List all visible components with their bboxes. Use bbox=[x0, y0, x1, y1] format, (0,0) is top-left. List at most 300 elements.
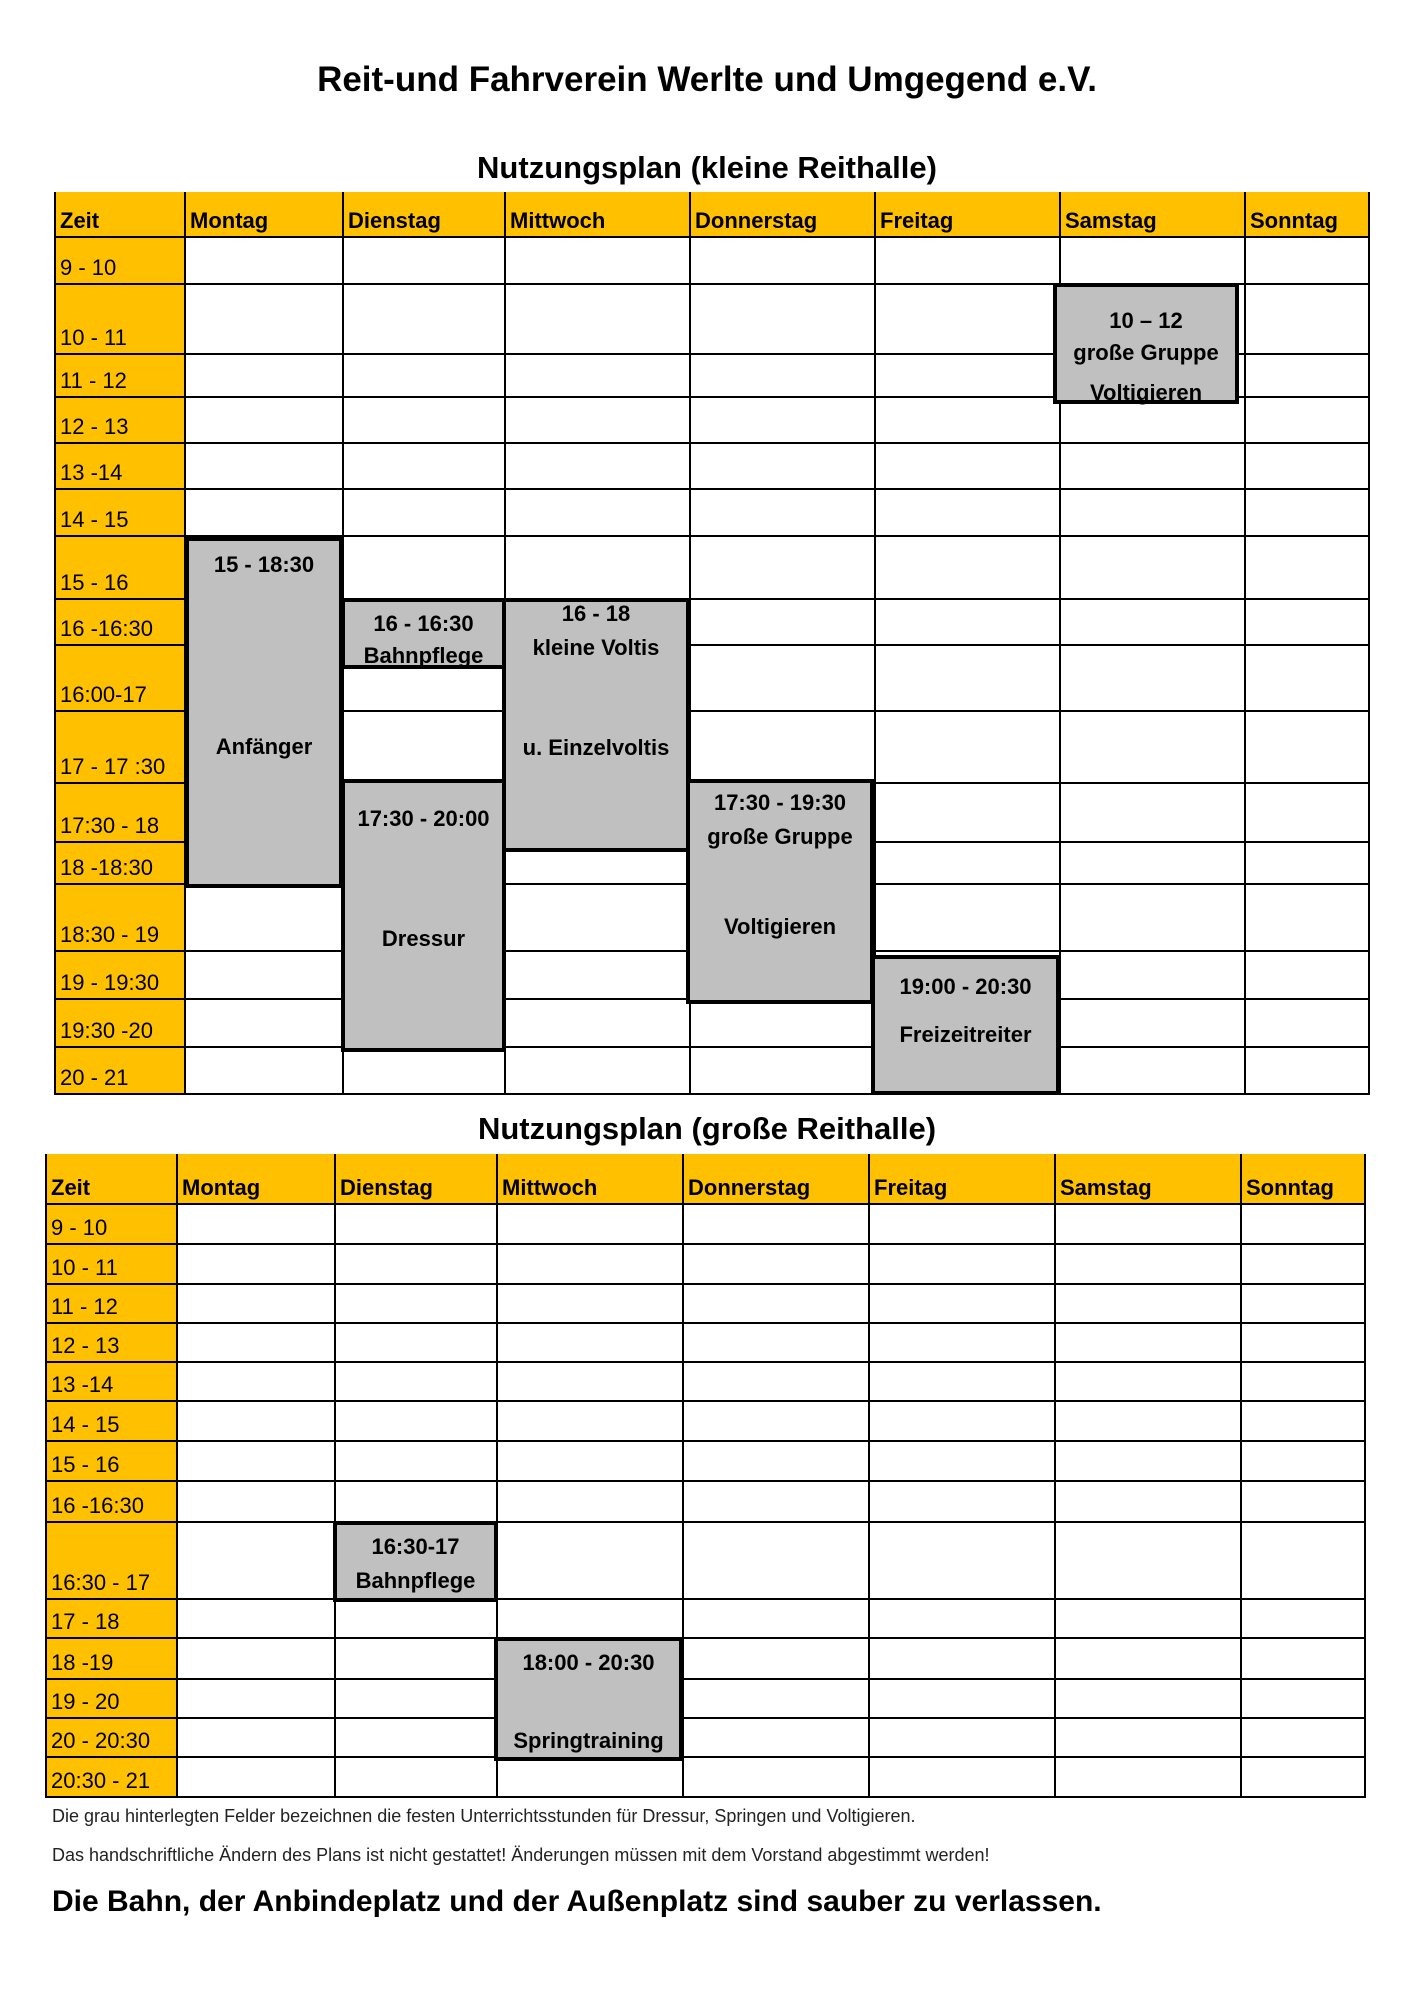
header-row bbox=[56, 192, 1370, 238]
schedule-cell bbox=[870, 1442, 1056, 1482]
time-slot-label: 12 - 13 bbox=[51, 1333, 120, 1358]
time-slot-label: 10 - 11 bbox=[51, 1255, 118, 1280]
time-slot-label: 17:30 - 18 bbox=[60, 813, 160, 838]
time-slot-label: 19 - 19:30 bbox=[60, 970, 160, 995]
column-header-mittwoch bbox=[506, 192, 691, 238]
lesson-label: Springtraining bbox=[513, 1728, 664, 1753]
schedule-cell bbox=[691, 600, 876, 646]
schedule-cell bbox=[498, 1600, 684, 1639]
time-slot-cell bbox=[47, 1363, 178, 1402]
schedule-cell bbox=[1056, 1363, 1242, 1402]
time-slot-label: 13 -14 bbox=[60, 460, 123, 485]
schedule-cell bbox=[684, 1245, 870, 1285]
schedule-cell bbox=[684, 1600, 870, 1639]
table-row bbox=[56, 238, 1370, 285]
schedule-cell bbox=[498, 1402, 684, 1442]
header-row bbox=[47, 1154, 1366, 1205]
time-slot-label: 18 -18:30 bbox=[60, 855, 153, 880]
schedule-cell bbox=[186, 1000, 344, 1048]
schedule-cell bbox=[684, 1523, 870, 1600]
time-slot-label: 16:00-17 bbox=[60, 682, 147, 707]
schedule-cell bbox=[506, 355, 691, 398]
schedule-cell bbox=[1242, 1758, 1366, 1798]
time-slot-cell bbox=[47, 1402, 178, 1442]
column-header-zeit bbox=[47, 1154, 178, 1205]
schedule-cell bbox=[684, 1205, 870, 1245]
table-row bbox=[47, 1482, 1366, 1523]
schedule-cell bbox=[336, 1482, 498, 1523]
schedule-cell bbox=[691, 444, 876, 490]
column-header-freitag bbox=[870, 1154, 1056, 1205]
table-row bbox=[47, 1205, 1366, 1245]
column-header-label: Montag bbox=[190, 208, 269, 233]
time-slot-label: 11 - 12 bbox=[60, 368, 127, 393]
schedule-cell bbox=[336, 1442, 498, 1482]
schedule-cell bbox=[344, 537, 506, 600]
schedule-cell bbox=[186, 355, 344, 398]
lesson-label: Bahnpflege bbox=[355, 1568, 476, 1593]
schedule-cell bbox=[1246, 238, 1370, 285]
schedule-cell bbox=[178, 1639, 336, 1680]
table-row bbox=[47, 1363, 1366, 1402]
table-row bbox=[47, 1523, 1366, 1600]
column-header-label: Freitag bbox=[880, 208, 954, 233]
time-slot-cell bbox=[47, 1324, 178, 1363]
table-row bbox=[56, 1048, 1370, 1095]
column-header-montag bbox=[186, 192, 344, 238]
time-slot-cell bbox=[56, 444, 186, 490]
schedule-cell bbox=[498, 1758, 684, 1798]
schedule-cell bbox=[1056, 1402, 1242, 1442]
time-slot-label: 20:30 - 21 bbox=[51, 1768, 151, 1793]
time-slot-label: 15 - 16 bbox=[51, 1452, 120, 1477]
schedule-cell bbox=[1246, 490, 1370, 537]
column-header-freitag bbox=[876, 192, 1061, 238]
lesson-block-dienstag-2 bbox=[341, 779, 506, 1052]
schedule-cell bbox=[1061, 444, 1246, 490]
column-header-dienstag bbox=[336, 1154, 498, 1205]
schedule-cell bbox=[178, 1205, 336, 1245]
schedule-cell bbox=[506, 885, 691, 952]
schedule-cell bbox=[506, 285, 691, 355]
schedule-cell bbox=[1056, 1205, 1242, 1245]
schedule-cell bbox=[1242, 1285, 1366, 1324]
schedule-cell bbox=[506, 1048, 691, 1095]
schedule-cell bbox=[1246, 784, 1370, 843]
time-slot-cell bbox=[56, 952, 186, 1000]
schedule-cell bbox=[498, 1205, 684, 1245]
schedule-cell bbox=[684, 1680, 870, 1719]
schedule-cell bbox=[1246, 537, 1370, 600]
schedule-cell bbox=[691, 398, 876, 444]
schedule-cell bbox=[870, 1363, 1056, 1402]
schedule-cell bbox=[186, 238, 344, 285]
schedule-cell bbox=[344, 444, 506, 490]
lesson-block-dienstag-1 bbox=[341, 598, 506, 669]
time-slot-cell bbox=[56, 712, 186, 784]
column-header-label: Zeit bbox=[51, 1175, 91, 1200]
note-gray-fields: Die grau hinterlegten Felder bezeichnen die festen Unterrichtsstunden für Dressur, Springen und Voltigieren. bbox=[52, 1806, 916, 1826]
time-slot-cell bbox=[47, 1523, 178, 1600]
time-slot-cell bbox=[47, 1680, 178, 1719]
schedule-cell bbox=[876, 238, 1061, 285]
time-slot-cell bbox=[56, 1000, 186, 1048]
schedule-cell bbox=[1056, 1245, 1242, 1285]
schedule-cell bbox=[506, 1000, 691, 1048]
schedule-cell bbox=[336, 1758, 498, 1798]
schedule-cell bbox=[1056, 1600, 1242, 1639]
lesson-block-dienstag bbox=[333, 1521, 498, 1602]
schedule-cell bbox=[1061, 238, 1246, 285]
table-row bbox=[47, 1324, 1366, 1363]
time-slot-cell bbox=[47, 1205, 178, 1245]
schedule-cell bbox=[336, 1639, 498, 1680]
schedule-cell bbox=[498, 1285, 684, 1324]
schedule-cell bbox=[498, 1324, 684, 1363]
schedule-cell bbox=[1246, 355, 1370, 398]
column-header-donnerstag bbox=[684, 1154, 870, 1205]
schedule-cell bbox=[691, 537, 876, 600]
schedule-cell bbox=[1056, 1758, 1242, 1798]
time-slot-label: 17 - 17 :30 bbox=[60, 754, 166, 779]
lesson-block-montag bbox=[185, 537, 343, 888]
column-header-label: Sonntag bbox=[1250, 208, 1338, 233]
lesson-time: 16:30-17 bbox=[371, 1534, 460, 1559]
schedule-cell bbox=[1242, 1205, 1366, 1245]
schedule-cell bbox=[876, 355, 1061, 398]
schedule-cell bbox=[1242, 1523, 1366, 1600]
lesson-label: Anfänger bbox=[215, 734, 313, 759]
lesson-label: Voltigieren bbox=[723, 914, 837, 939]
column-header-label: Sonntag bbox=[1246, 1175, 1334, 1200]
schedule-cell bbox=[1242, 1639, 1366, 1680]
schedule-cell bbox=[344, 398, 506, 444]
column-header-label: Dienstag bbox=[348, 208, 441, 233]
schedule-cell bbox=[506, 952, 691, 1000]
lesson-label: große Gruppe bbox=[707, 824, 853, 849]
lesson-label: kleine Voltis bbox=[532, 635, 660, 660]
column-header-montag bbox=[178, 1154, 336, 1205]
schedule-cell bbox=[186, 398, 344, 444]
lesson-time: 17:30 - 20:00 bbox=[357, 806, 490, 831]
schedule-cell bbox=[1061, 843, 1246, 885]
schedule-cell bbox=[344, 238, 506, 285]
time-slot-cell bbox=[56, 600, 186, 646]
schedule-cell bbox=[870, 1523, 1056, 1600]
lesson-label: Voltigieren bbox=[1089, 380, 1203, 405]
schedule-cell bbox=[1056, 1285, 1242, 1324]
column-header-samstag bbox=[1056, 1154, 1242, 1205]
schedule-cell bbox=[1246, 600, 1370, 646]
lesson-time: 19:00 - 20:30 bbox=[899, 974, 1032, 999]
table-row bbox=[47, 1639, 1366, 1680]
schedule-cell bbox=[1242, 1719, 1366, 1758]
schedule-cell bbox=[870, 1245, 1056, 1285]
schedule-cell bbox=[870, 1324, 1056, 1363]
time-slot-label: 18:30 - 19 bbox=[60, 922, 160, 947]
time-slot-cell bbox=[47, 1719, 178, 1758]
schedule-cell bbox=[1061, 712, 1246, 784]
schedule-cell bbox=[506, 537, 691, 600]
time-slot-label: 19 - 20 bbox=[51, 1689, 120, 1714]
schedule-cell bbox=[1242, 1600, 1366, 1639]
time-slot-cell bbox=[56, 537, 186, 600]
schedule-cell bbox=[336, 1363, 498, 1402]
column-header-sonntag bbox=[1246, 192, 1370, 238]
column-header-zeit bbox=[56, 192, 186, 238]
column-header-label: Dienstag bbox=[340, 1175, 433, 1200]
schedule-cell bbox=[344, 490, 506, 537]
column-header-label: Zeit bbox=[60, 208, 100, 233]
schedule-cell bbox=[1246, 285, 1370, 355]
schedule-cell bbox=[336, 1245, 498, 1285]
time-slot-label: 9 - 10 bbox=[60, 255, 117, 280]
time-slot-cell bbox=[47, 1245, 178, 1285]
schedule-cell bbox=[1056, 1719, 1242, 1758]
large-hall-schedule-table bbox=[45, 1154, 1364, 1798]
time-slot-cell bbox=[47, 1758, 178, 1798]
schedule-cell bbox=[876, 646, 1061, 712]
schedule-cell bbox=[186, 285, 344, 355]
footer-cleanliness-notice: Die Bahn, der Anbindeplatz und der Außenplatz sind sauber zu verlassen. bbox=[52, 1885, 1102, 1918]
schedule-cell bbox=[1056, 1523, 1242, 1600]
schedule-cell bbox=[178, 1758, 336, 1798]
lesson-label: u. Einzelvoltis bbox=[522, 735, 670, 760]
table-row bbox=[47, 1600, 1366, 1639]
page-title: Reit-und Fahrverein Werlte und Umgegend e.V. bbox=[317, 60, 1097, 99]
schedule-cell bbox=[178, 1482, 336, 1523]
schedule-cell bbox=[876, 444, 1061, 490]
column-header-label: Freitag bbox=[874, 1175, 948, 1200]
schedule-cell bbox=[691, 712, 876, 784]
time-slot-cell bbox=[56, 843, 186, 885]
schedule-cell bbox=[684, 1719, 870, 1758]
schedule-cell bbox=[498, 1245, 684, 1285]
table-row bbox=[47, 1402, 1366, 1442]
schedule-cell bbox=[178, 1363, 336, 1402]
column-header-label: Donnerstag bbox=[688, 1175, 811, 1200]
schedule-cell bbox=[1061, 646, 1246, 712]
schedule-cell bbox=[876, 398, 1061, 444]
lesson-time: 16 - 18 bbox=[561, 601, 631, 626]
schedule-cell bbox=[1061, 952, 1246, 1000]
column-header-samstag bbox=[1061, 192, 1246, 238]
schedule-cell bbox=[498, 1482, 684, 1523]
time-slot-cell bbox=[47, 1482, 178, 1523]
schedule-cell bbox=[876, 537, 1061, 600]
schedule-cell bbox=[186, 490, 344, 537]
schedule-cell bbox=[498, 1363, 684, 1402]
table-row bbox=[47, 1442, 1366, 1482]
lesson-block-freitag bbox=[871, 955, 1060, 1095]
schedule-cell bbox=[186, 444, 344, 490]
schedule-cell bbox=[498, 1442, 684, 1482]
schedule-cell bbox=[876, 285, 1061, 355]
time-slot-label: 16:30 - 17 bbox=[51, 1570, 151, 1595]
column-header-label: Samstag bbox=[1065, 208, 1157, 233]
schedule-cell bbox=[876, 885, 1061, 952]
lesson-time: 15 - 18:30 bbox=[213, 552, 315, 577]
schedule-cell bbox=[498, 1523, 684, 1600]
time-slot-cell bbox=[56, 784, 186, 843]
schedule-cell bbox=[876, 784, 1061, 843]
column-header-label: Montag bbox=[182, 1175, 261, 1200]
schedule-cell bbox=[1061, 490, 1246, 537]
schedule-cell bbox=[691, 646, 876, 712]
schedule-cell bbox=[344, 355, 506, 398]
schedule-cell bbox=[1061, 784, 1246, 843]
time-slot-cell bbox=[47, 1285, 178, 1324]
schedule-cell bbox=[1061, 1000, 1246, 1048]
large-hall-title: Nutzungsplan (große Reithalle) bbox=[477, 1111, 937, 1146]
time-slot-cell bbox=[56, 646, 186, 712]
schedule-cell bbox=[506, 238, 691, 285]
table-row bbox=[56, 1000, 1370, 1048]
table-row bbox=[47, 1758, 1366, 1798]
lesson-time: 17:30 - 19:30 bbox=[713, 790, 847, 815]
time-slot-label: 11 - 12 bbox=[51, 1294, 118, 1319]
schedule-cell bbox=[344, 285, 506, 355]
column-header-dienstag bbox=[344, 192, 506, 238]
schedule-cell bbox=[178, 1719, 336, 1758]
schedule-cell bbox=[336, 1205, 498, 1245]
time-slot-cell bbox=[47, 1639, 178, 1680]
time-slot-cell bbox=[56, 398, 186, 444]
table-row bbox=[56, 490, 1370, 537]
table-row bbox=[47, 1719, 1366, 1758]
column-header-label: Mittwoch bbox=[502, 1175, 598, 1200]
time-slot-label: 19:30 -20 bbox=[60, 1018, 153, 1043]
schedule-cell bbox=[1242, 1442, 1366, 1482]
schedule-cell bbox=[1056, 1324, 1242, 1363]
table-row bbox=[47, 1285, 1366, 1324]
schedule-cell bbox=[1246, 1048, 1370, 1095]
schedule-cell bbox=[178, 1442, 336, 1482]
lesson-label: Bahnpflege bbox=[363, 643, 484, 668]
lesson-block-mittwoch bbox=[494, 1637, 683, 1761]
schedule-cell bbox=[876, 490, 1061, 537]
column-header-label: Donnerstag bbox=[695, 208, 818, 233]
time-slot-cell bbox=[56, 1048, 186, 1095]
schedule-cell bbox=[691, 355, 876, 398]
column-header-sonntag bbox=[1242, 1154, 1366, 1205]
schedule-cell bbox=[506, 444, 691, 490]
schedule-cell bbox=[1061, 1048, 1246, 1095]
time-slot-cell bbox=[47, 1600, 178, 1639]
schedule-cell bbox=[1242, 1363, 1366, 1402]
schedule-cell bbox=[336, 1324, 498, 1363]
schedule-cell bbox=[186, 1048, 344, 1095]
schedule-cell bbox=[684, 1363, 870, 1402]
schedule-cell bbox=[870, 1639, 1056, 1680]
column-header-donnerstag bbox=[691, 192, 876, 238]
schedule-cell bbox=[178, 1680, 336, 1719]
lesson-time: 18:00 - 20:30 bbox=[522, 1650, 655, 1675]
schedule-cell bbox=[1246, 952, 1370, 1000]
time-slot-label: 14 - 15 bbox=[60, 507, 129, 532]
schedule-cell bbox=[1246, 1000, 1370, 1048]
time-slot-label: 15 - 16 bbox=[60, 570, 129, 595]
schedule-cell bbox=[1242, 1402, 1366, 1442]
column-header-label: Mittwoch bbox=[510, 208, 606, 233]
small-hall-title: Nutzungsplan (kleine Reithalle) bbox=[477, 150, 937, 185]
schedule-cell bbox=[684, 1324, 870, 1363]
schedule-cell bbox=[870, 1758, 1056, 1798]
lesson-label: Dressur bbox=[381, 926, 466, 951]
time-slot-cell bbox=[56, 355, 186, 398]
schedule-cell bbox=[1246, 444, 1370, 490]
time-slot-label: 17 - 18 bbox=[51, 1609, 120, 1634]
schedule-cell bbox=[691, 238, 876, 285]
schedule-cell bbox=[870, 1600, 1056, 1639]
schedule-cell bbox=[1056, 1680, 1242, 1719]
schedule-cell bbox=[870, 1482, 1056, 1523]
schedule-cell bbox=[1242, 1482, 1366, 1523]
table-row bbox=[56, 444, 1370, 490]
lesson-block-donnerstag bbox=[686, 779, 874, 1004]
schedule-cell bbox=[870, 1402, 1056, 1442]
time-slot-label: 20 - 20:30 bbox=[51, 1728, 151, 1753]
schedule-cell bbox=[506, 490, 691, 537]
schedule-cell bbox=[178, 1324, 336, 1363]
schedule-cell bbox=[876, 600, 1061, 646]
time-slot-cell bbox=[56, 285, 186, 355]
note-no-handwritten-changes: Das handschriftliche Ändern des Plans ist nicht gestattet! Änderungen müssen mit dem Vorstand abgestimmt werden! bbox=[52, 1845, 990, 1865]
schedule-cell bbox=[506, 398, 691, 444]
schedule-cell bbox=[684, 1758, 870, 1798]
lesson-time: 16 - 16:30 bbox=[373, 611, 474, 636]
schedule-cell bbox=[186, 952, 344, 1000]
lesson-time: 10 – 12 bbox=[1109, 308, 1183, 333]
schedule-cell bbox=[178, 1523, 336, 1600]
lesson-block-samstag bbox=[1053, 283, 1239, 404]
schedule-cell bbox=[1242, 1245, 1366, 1285]
schedule-cell bbox=[178, 1402, 336, 1442]
schedule-cell bbox=[684, 1442, 870, 1482]
time-slot-cell bbox=[56, 490, 186, 537]
schedule-cell bbox=[691, 1000, 876, 1048]
time-slot-label: 16 -16:30 bbox=[60, 616, 153, 641]
schedule-cell bbox=[684, 1285, 870, 1324]
schedule-cell bbox=[336, 1402, 498, 1442]
lesson-block-mittwoch bbox=[502, 598, 690, 852]
schedule-cell bbox=[691, 490, 876, 537]
lesson-label: Freizeitreiter bbox=[899, 1022, 1032, 1047]
schedule-cell bbox=[336, 1285, 498, 1324]
schedule-cell bbox=[344, 1048, 506, 1095]
time-slot-label: 13 -14 bbox=[51, 1372, 114, 1397]
schedule-cell bbox=[691, 285, 876, 355]
schedule-cell bbox=[1246, 885, 1370, 952]
schedule-cell bbox=[1246, 712, 1370, 784]
schedule-cell bbox=[178, 1285, 336, 1324]
schedule-cell bbox=[1242, 1324, 1366, 1363]
schedule-cell bbox=[870, 1205, 1056, 1245]
schedule-cell bbox=[876, 712, 1061, 784]
schedule-cell bbox=[870, 1285, 1056, 1324]
schedule-cell bbox=[1246, 398, 1370, 444]
column-header-label: Samstag bbox=[1060, 1175, 1152, 1200]
schedule-cell bbox=[1056, 1639, 1242, 1680]
column-header-mittwoch bbox=[498, 1154, 684, 1205]
time-slot-cell bbox=[56, 885, 186, 952]
schedule-cell bbox=[1061, 600, 1246, 646]
time-slot-cell bbox=[56, 238, 186, 285]
table-row bbox=[47, 1245, 1366, 1285]
schedule-cell bbox=[1246, 646, 1370, 712]
schedule-cell bbox=[684, 1482, 870, 1523]
time-slot-label: 18 -19 bbox=[51, 1650, 114, 1675]
